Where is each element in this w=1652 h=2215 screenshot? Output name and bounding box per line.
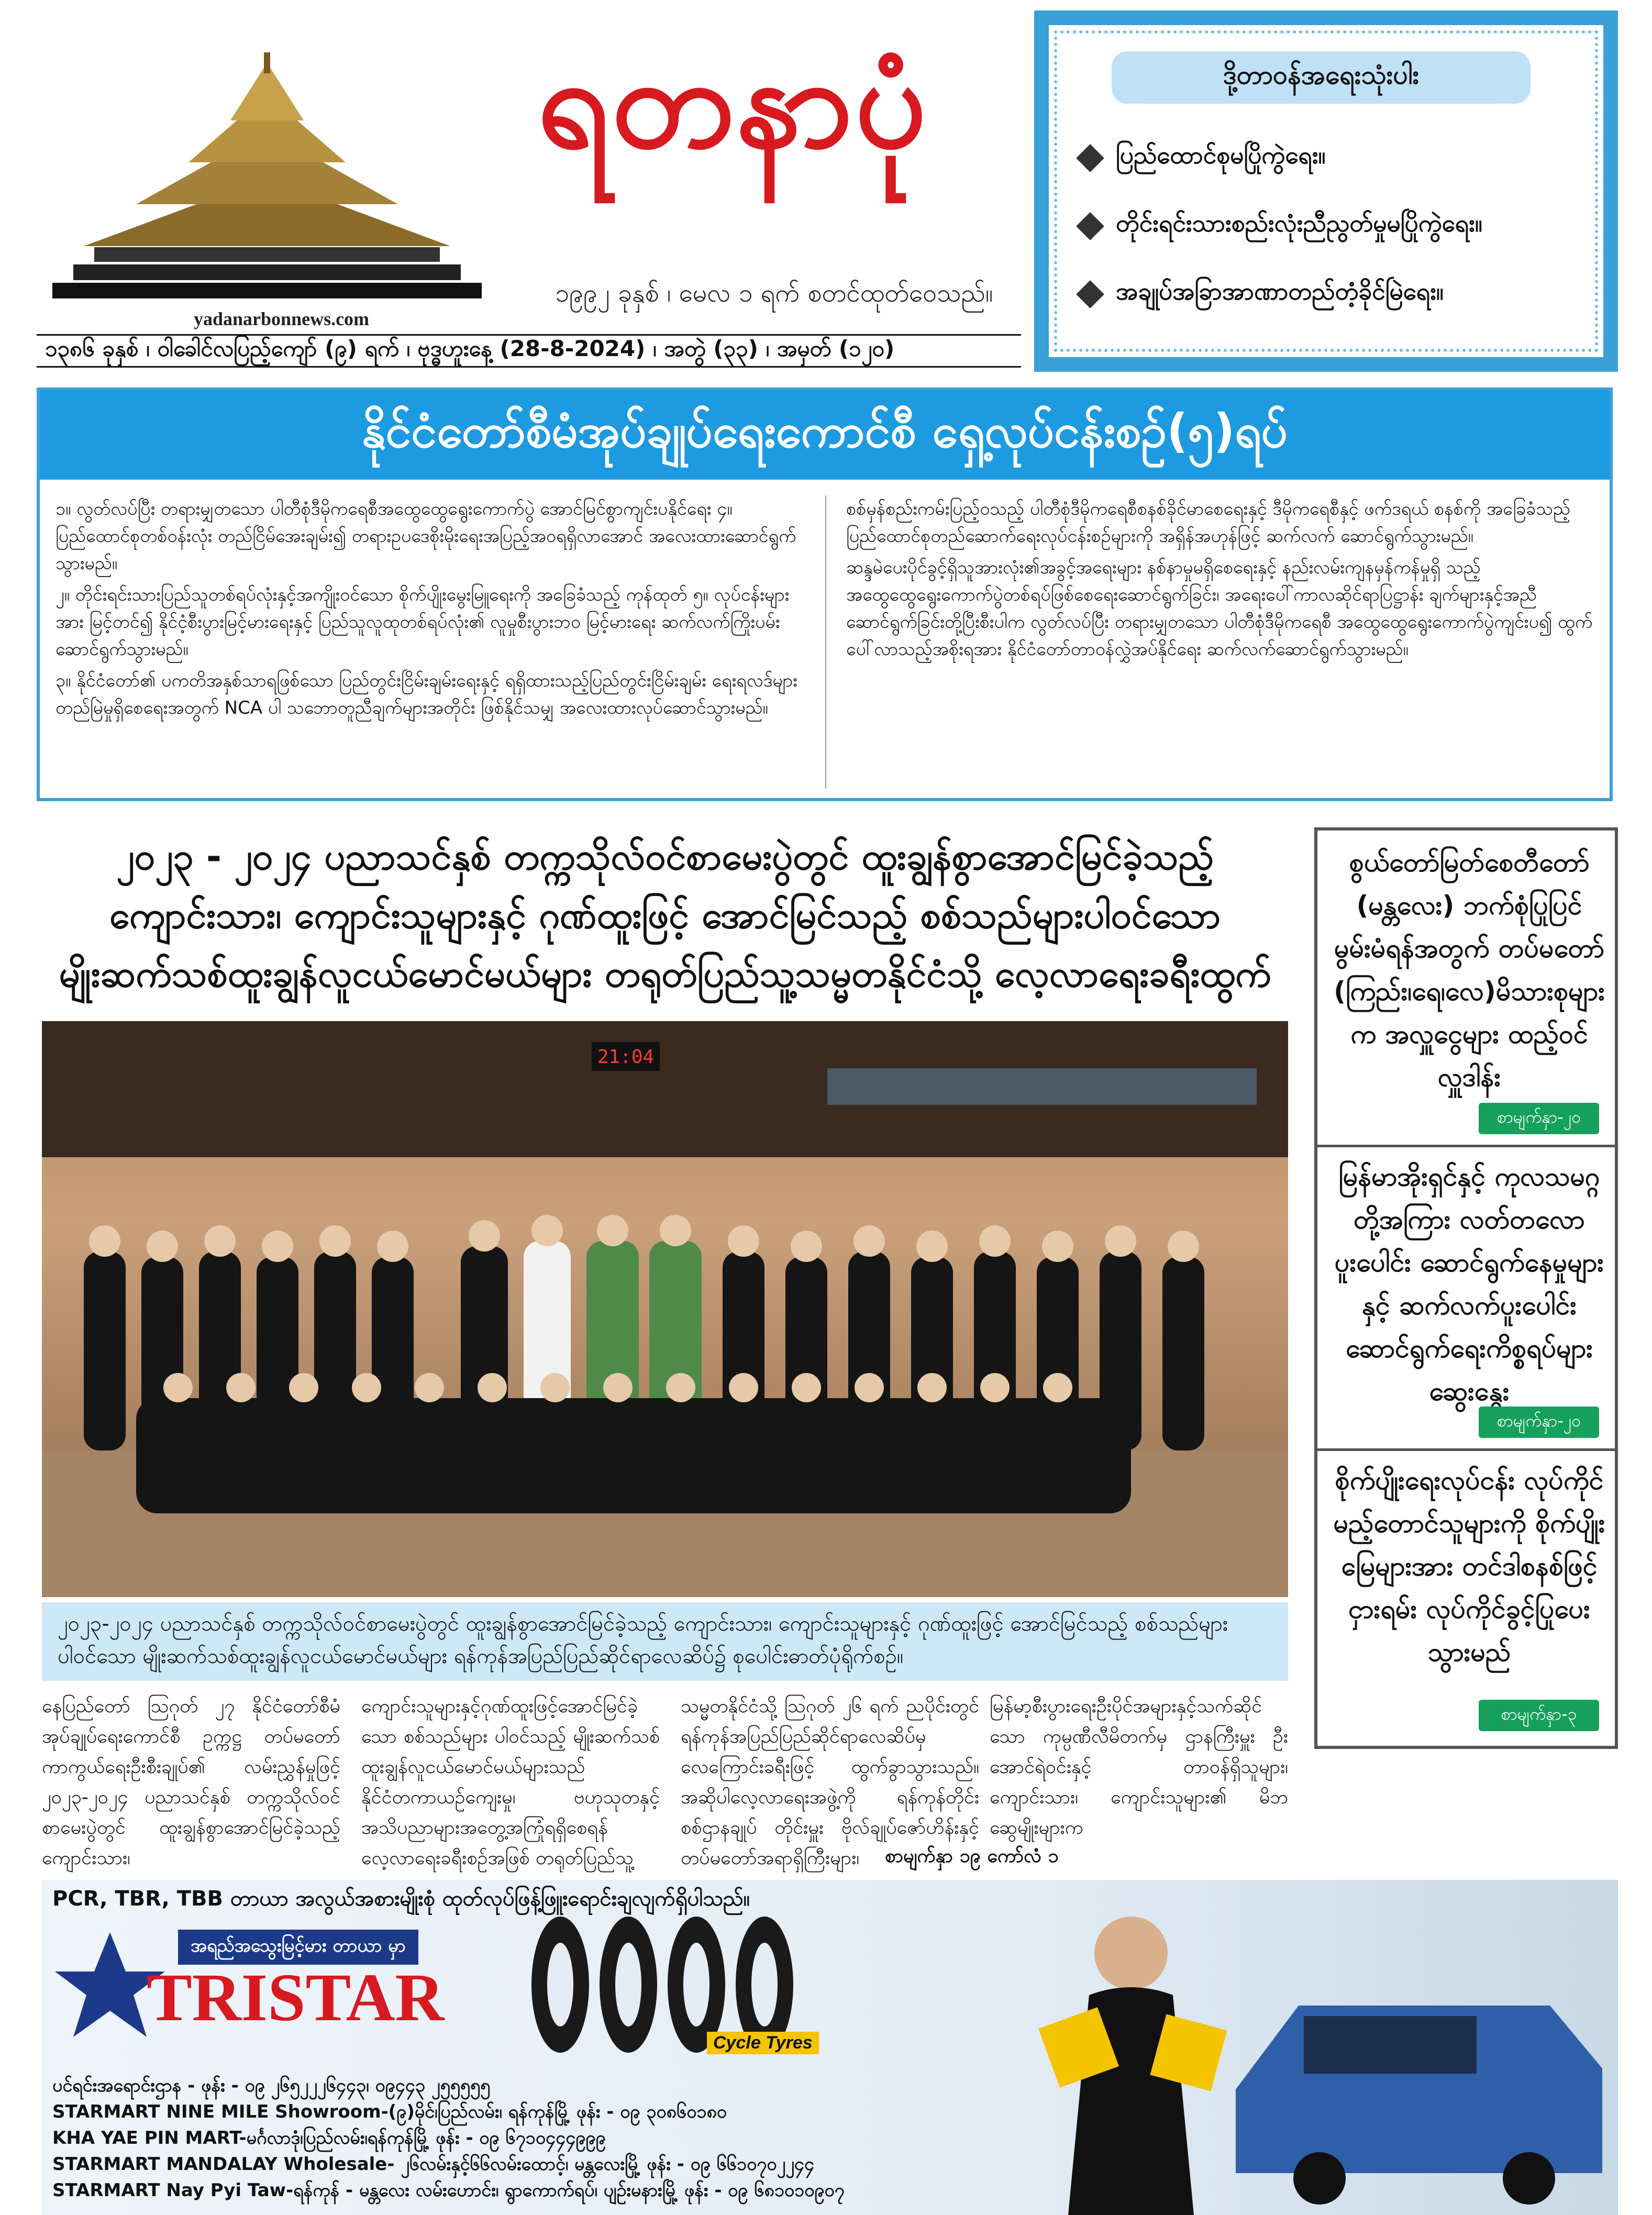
- continued-jump-link[interactable]: စာမျက်နှာ ၁၉ ကော်လံ ၁: [885, 1845, 1059, 1867]
- ad-product: Cycle Tyres: [707, 2032, 819, 2054]
- ad-brand: TRISTAR: [147, 1960, 445, 2035]
- article-column-2: ကျောင်းသူများနှင့်ဂုဏ်ထူးဖြင့်အောင်မြင်ခဲ့သော စစ်သည်များ ပါဝင်သည့် မျိုးဆက်သစ် ထူးချွန်လူငယ်မောင်မယ်များသည် နိုင်ငံတကာယဉ်ကျေးမှု၊ ဗဟုသုတနှင့် အသိပညာများအတွေ့အကြုံရရှိစေရန် လေ့လာရေးခရီးစဉ်အဖြစ် တရုတ်ပြည်သူ့: [361, 1696, 660, 1869]
- masthead-title: ရတနာပုံ: [537, 28, 929, 176]
- clock-display: 21:04: [597, 1046, 655, 1068]
- objective-paragraph: ဆန္ဒမဲပေးပိုင်ခွင့်ရှိသူအားလုံး၏အခွင့်အရေးများ နစ်နာမှုမရှိစေရေးနှင့် နည်းလမ်းကျနမှန်ကန်မှုရှိ သည့် အထွေထွေရွေးကောက်ပွဲတစ်ရပ်ဖြစ်စေရေးဆောင်ရွက်ခြင်း၊ အရေးပေါ်ကာလဆိုင်ရာပြဋ္ဌာန်း ချက်များနှင့်အညီ ဆောင်ရွက်ခြင်းတို့ပြီးစီးပါက လွတ်လပ်ပြီး တရားမျှတသော ပါတီစုံဒီမိုကရေစီ အထွေထွေရွေးကောက်ပွဲကျင်းပ၍ ထွက်ပေါ်လာသည့်အစိုးရအား နိုင်ငံတော်တာဝန်လွှဲအပ်နိုင်ရေး ဆက်လက်ဆောင်ရွက်သွားမည်။: [846, 557, 1593, 660]
- page-jump-tag[interactable]: စာမျက်နှာ-၃: [1479, 1700, 1599, 1731]
- ad-tagline: အရည်အသွေးမြင့်မား တာယာ မှာ: [178, 1930, 418, 1965]
- group-photo: [42, 1021, 1288, 1597]
- motto-item: [1080, 140, 1583, 175]
- motto-box: [1034, 10, 1618, 372]
- website-link[interactable]: yadanarbonnews.com: [194, 308, 370, 329]
- objective-paragraph: ၃။ နိုင်ငံတော်၏ ပကတိအနှစ်သာရဖြစ်သော ပြည်တွင်းငြိမ်းချမ်းရေးနှင့် ရရှိထားသည့်ပြည်တွင်းငြိမ်းချမ်း ရေးရလဒ်များ တည်မြဲမှုရှိစေရေးအတွက် NCA ပါ သဘောတူညီချက်များအတိုင်း ဖြစ်နိုင်သမျှ အလေးထားလုပ်ဆောင်သွားမည်။: [56, 670, 797, 718]
- objective-paragraph: ၂။ တိုင်းရင်းသားပြည်သူတစ်ရပ်လုံးနှင့်အကျိုးဝင်သော စိုက်ပျိုးမွေးမြူရေးကို အခြေခံသည့် ကုန်ထုတ် ၅။ လုပ်ငန်းများအား မြင့်တင်၍ နိုင်ငံ့စီးပွားမြင့်မားရေးနှင့် ပြည်သူလူထုတစ်ရပ်လုံး၏ လူမှုစီးပွားဘဝ မြင့်မားရေး ဆက်လက်ကြိုးပမ်းဆောင်ရွက်သွားမည်။: [56, 584, 790, 660]
- objectives-box: [37, 387, 1613, 801]
- masthead: [37, 10, 1021, 361]
- ad-contact-line: ပင်ရင်းအရောင်းဌာန - ဖုန်း - ၀၉ ၂၆၅၂၂၂၆၄၄၃၊ ၀၉၄၄၃ ၂၅၅၅၅၅: [52, 2075, 491, 2096]
- ad-headline: PCR, TBR, TBB တာယာ အလွယ်အစားမျိုးစုံ ထုတ်လုပ်ဖြန့်ဖြူးရောင်းချလျက်ရှိပါသည်။: [52, 1887, 750, 1911]
- dateline: ၁၃၈၆ ခုနှစ် ၊ ဝါခေါင်လပြည့်ကျော် (၉) ရက် ၊ ဗုဒ္ဓဟူးနေ့ (28-8-2024) ၊ အတွဲ (၃၃) ၊ အမှတ် (၁၂၀): [37, 334, 1021, 368]
- headline-line: မျိုးဆက်သစ်ထူးချွန်လူငယ်မောင်မယ်များ တရုတ်ပြည်သူ့သမ္မတနိုင်ငံသို့ လေ့လာရေးခရီးထွက်: [59, 953, 1271, 995]
- motto-item-text: အချုပ်အခြာအာဏာတည်တံ့ခိုင်မြဲရေး။: [1116, 277, 1444, 305]
- diamond-bullet-icon: [1076, 144, 1104, 172]
- objectives-heading: နိုင်ငံတော်စီမံအုပ်ချုပ်ရေးကောင်စီ ရှေ့လုပ်ငန်းစဉ်(၅)ရပ်: [40, 391, 1610, 480]
- objectives-left-column: [56, 495, 804, 726]
- sidebar-divider: [1317, 1448, 1615, 1451]
- sidebar-divider: [1317, 1145, 1615, 1147]
- headline-line: ကျောင်းသား၊ ကျောင်းသူများနှင့် ဂုဏ်ထူးဖြင့် အောင်မြင်သည့် စစ်သည်များပါဝင်သော: [109, 894, 1221, 937]
- article-column-1: နေပြည်တော် ဩဂုတ် ၂၇ နိုင်ငံတော်စီမံအုပ်ချုပ်ရေးကောင်စီ ဥက္ကဋ္ဌ တပ်မတော်ကာကွယ်ရေးဦးစီးချုပ်၏ လမ်းညွှန်မှုဖြင့် ၂၀၂၃-၂၀၂၄ ပညာသင်နှစ် တက္ကသိုလ်ဝင်စာမေးပွဲတွင် ထူးချွန်စွာအောင်မြင်ခဲ့သည့်ကျောင်းသား၊: [42, 1696, 340, 1869]
- motto-item: [1080, 208, 1583, 243]
- motto-item: [1080, 276, 1583, 312]
- column-divider: [825, 495, 826, 789]
- tristar-advertisement[interactable]: [42, 1880, 1618, 2215]
- sidebar-story-title[interactable]: စိုက်ပျိုးရေးလုပ်ငန်း လုပ်ကိုင်မည့်တောင်သူများကို စိုက်ပျိုးမြေများအား တင်ဒါစနစ်ဖြင့် ငှားရမ်း လုပ်ကိုင်ခွင့်ပြုပေးသွားမည်: [1333, 1465, 1605, 1667]
- motto-heading: ဒို့တာဝန်အရေးသုံးပါး: [1112, 51, 1531, 104]
- group-photo-illustration: [42, 1021, 1288, 1597]
- article-column-3: သမ္မတနိုင်ငံသို့ ဩဂုတ် ၂၆ ရက် ညပိုင်းတွင် ရန်ကုန်အပြည်ပြည်ဆိုင်ရာလေဆိပ်မှ လေကြောင်းခရီးဖြင့် ထွက်ခွာသွားသည်။ အဆိုပါလေ့လာရေးအဖွဲ့ကို ရန်ကုန်တိုင်းစစ်ဌာနချုပ် တိုင်းမှူး ဗိုလ်ချုပ်ဇော်ဟိန်းနှင့် တပ်မတော်အရာရှိကြီးများ၊: [681, 1696, 979, 1869]
- pickup-truck-icon: [1236, 1974, 1613, 2205]
- motto-item-text: တိုင်းရင်းသားစည်းလုံးညီညွတ်မှုမပြိုကွဲရေး။: [1116, 209, 1482, 237]
- objectives-right-column: [846, 495, 1595, 667]
- ad-contact-line: STARMART Nay Pyi Taw-ရန်ကုန် - မန္တလေး လမ်းဟောင်း၊ ရွာကောက်ရပ်၊ ပျဉ်းမနားမြို့ ဖုန်း - ၀၉ ၆၈၁၀၁၀၉၀၇: [52, 2180, 845, 2201]
- ad-contact-line: STARMART MANDALAY Wholesale- ၂၆လမ်းနှင့်၆၆လမ်းထောင့်၊ မန္တလေးမြို့ ဖုန်း - ၀၉ ၆၆၁၀၇၀၂၂၄၄: [52, 2154, 815, 2175]
- motto-item-text: ပြည်ထောင်စုမပြိုကွဲရေး။: [1116, 141, 1326, 169]
- headline-line: ၂၀၂၃ - ၂၀၂၄ ပညာသင်နှစ် တက္ကသိုလ်ဝင်စာမေးပွဲတွင် ထူးချွန်စွာအောင်မြင်ခဲ့သည့်: [116, 835, 1214, 878]
- page-jump-tag[interactable]: စာမျက်နှာ-၂၀: [1479, 1406, 1599, 1438]
- objective-paragraph: စစ်မှန်စည်းကမ်းပြည့်ဝသည့် ပါတီစုံဒီမိုကရေစီစနစ်ခိုင်မာစေရေးနှင့် ဒီမိုကရေစီနှင့် ဖက်ဒရယ် စနစ်ကို အခြေခံသည့် ပြည်ထောင်စုတည်ဆောက်ရေးလုပ်ငန်းစဉ်များကို အရှိန်အဟုန်ဖြင့် ဆက်လက် ဆောင်ရွက်သွားမည်။: [846, 499, 1571, 547]
- ad-contact-line: STARMART NINE MILE Showroom-(၉)မိုင်၊ပြည်လမ်း၊ ရန်ကုန်မြို့ ဖုန်း - ၀၉ ၃၀၈၆၀၁၈၀: [52, 2101, 727, 2122]
- article-column-4: မြန်မာ့စီးပွားရေးဦးပိုင်အများနှင့်သက်ဆိုင်သော ကုမ္ပဏီလီမိတက်မှ ဌာနကြီးမှူး ဦးအောင်ရဲဝင်းနှင့် တာဝန်ရှိသူများ၊ ကျောင်းသား၊ ကျောင်းသူများ၏ မိဘ ဆွေမျိုးများက: [990, 1696, 1288, 1839]
- ad-contact-line: KHA YAE PIN MART-မင်္ဂလာဒုံ၊ပြည်လမ်း၊ရန်ကုန်မြို့ ဖုန်း - ၀၉ ၆၇၁၀၄၄၄၉၉၉: [52, 2128, 606, 2148]
- diamond-bullet-icon: [1076, 212, 1104, 240]
- sidebar-story-title[interactable]: မြန်မာအိုးရှင်နှင့် ကုလသမဂ္ဂတို့အကြား လတ်တလော ပူးပေါင်း ဆောင်ရွက်နေမှုများနှင့် ဆက်လက်ပူးပေါင်း ဆောင်ရွက်ရေးကိစ္စရပ်များ ဆွေးနွေး: [1334, 1161, 1604, 1406]
- page-jump-tag[interactable]: စာမျက်နှာ-၂၀: [1479, 1103, 1599, 1134]
- photo-caption: ၂၀၂၃-၂၀၂၄ ပညာသင်နှစ် တက္ကသိုလ်ဝင်စာမေးပွဲတွင် ထူးချွန်စွာအောင်မြင်ခဲ့သည့် ကျောင်းသား၊ ကျောင်းသူများနှင့် ဂုဏ်ထူးဖြင့် အောင်မြင်သည့် စစ်သည်များ ပါဝင်သော မျိုးဆက်သစ်ထူးချွန်လူငယ်မောင်မယ်များ ရန်ကုန်အပြည်ပြည်ဆိုင်ရာလေဆိပ်၌ စုပေါင်းဓာတ်ပုံရိုက်စဉ်။: [42, 1602, 1288, 1681]
- founded-note: ၁၉၉၂ ခုနှစ် ၊ မေလ ၁ ရက် စတင်ထုတ်ဝေသည်။: [555, 279, 993, 308]
- diamond-bullet-icon: [1076, 280, 1104, 308]
- palace-logo: [52, 52, 482, 314]
- sidebar-story-title[interactable]: စွယ်တော်မြတ်စေတီတော် (မန္တလေး) ဘက်စုံပြုပြင် မွမ်းမံရန်အတွက် တပ်မတော် (ကြည်း၊ရေ၊လေ)မိသားစုများက အလှူငွေများ ထည့်ဝင်လှူဒါန်း: [1334, 847, 1605, 1092]
- objective-paragraph: ၁။ လွတ်လပ်ပြီး တရားမျှတသော ပါတီစုံဒီမိုကရေစီအထွေထွေရွေးကောက်ပွဲ အောင်မြင်စွာကျင်းပနိုင်ရေး ၄။ ပြည်ထောင်စုတစ်ဝန်းလုံး တည်ငြိမ်အေးချမ်း၍ တရားဥပဒေစိုးမိုးရေးအပြည့်အဝရရှိလာအောင် အလေးထားဆောင်ရွက်သွားမည်။: [56, 499, 796, 574]
- model-figure: [1026, 1896, 1236, 2215]
- news-sidebar: [1314, 827, 1618, 1749]
